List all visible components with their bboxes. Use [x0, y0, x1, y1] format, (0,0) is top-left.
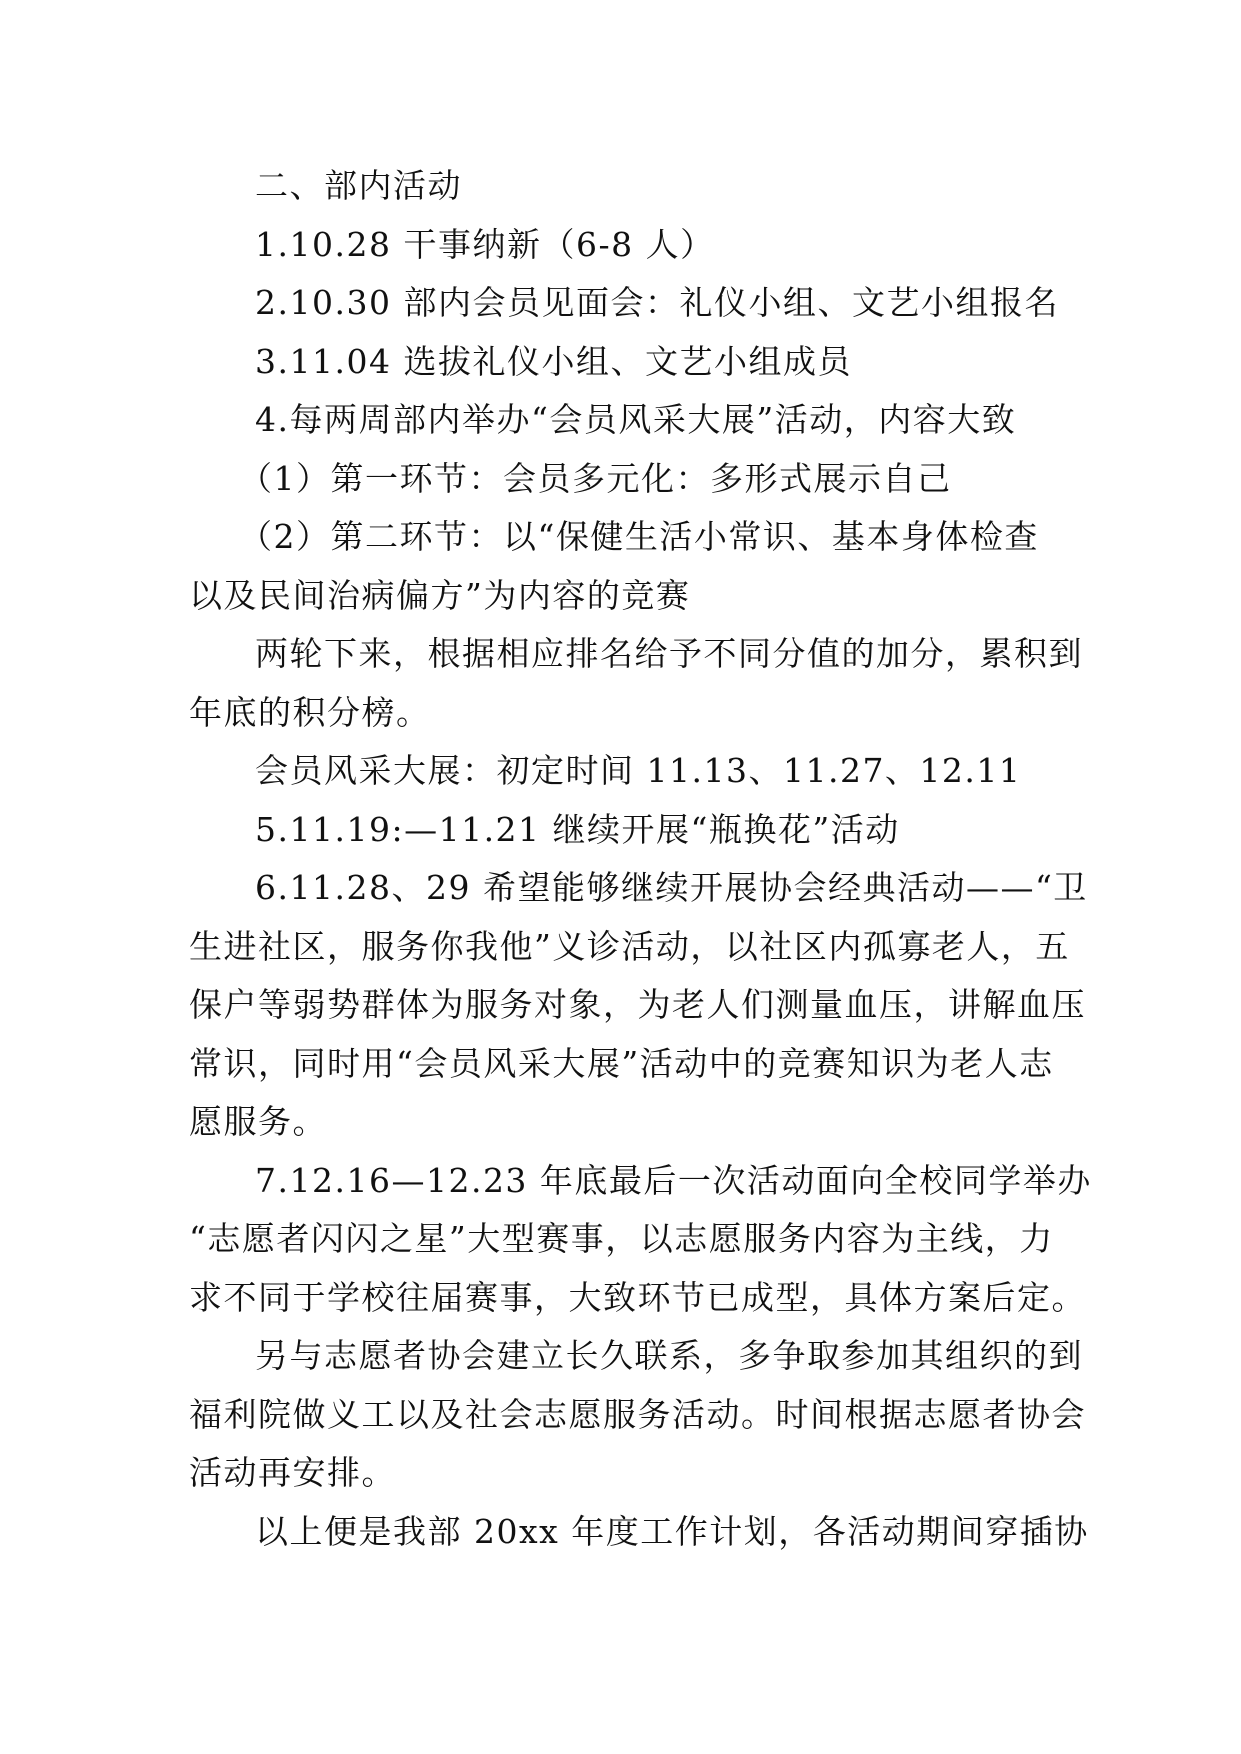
- list-item: 3.11.04 选拔礼仪小组、文艺小组成员: [255, 341, 852, 381]
- list-item: 7.12.16—12.23 年底最后一次活动面向全校同学举办: [255, 1160, 1092, 1200]
- list-item: 6.11.28、29 希望能够继续开展协会经典活动——“卫: [255, 868, 1088, 907]
- section-heading: 二、部内活动: [255, 166, 462, 205]
- paragraph-line: “志愿者闪闪之星”大型赛事，以志愿服务内容为主线，力: [189, 1219, 1054, 1258]
- paragraph-line: 福利院做义工以及社会志愿服务活动。时间根据志愿者协会: [189, 1394, 1086, 1434]
- paragraph-line: 常识，同时用“会员风采大展”活动中的竞赛知识为老人志: [189, 1043, 1054, 1083]
- paragraph-line: 年底的积分榜。: [189, 692, 431, 732]
- paragraph-line: 活动再安排。: [189, 1453, 396, 1492]
- paragraph-line: 另与志愿者协会建立长久联系，多争取参加其组织的到: [255, 1336, 1083, 1375]
- paragraph-line: 会员风采大展：初定时间 11.13、11.27、12.11: [255, 751, 1022, 790]
- paragraph-line: 生进社区，服务你我他”义诊活动，以社区内孤寡老人，五: [189, 926, 1070, 966]
- list-item: 1.10.28 干事纳新（6-8 人）: [255, 224, 715, 264]
- paragraph-line: 求不同于学校往届赛事，大致环节已成型，具体方案后定。: [189, 1277, 1086, 1317]
- paragraph-line: 以上便是我部 20xx 年度工作计划，各活动期间穿插协: [255, 1511, 1089, 1551]
- paragraph-line: 愿服务。: [189, 1102, 327, 1141]
- list-item: 2.10.30 部内会员见面会：礼仪小组、文艺小组报名: [255, 283, 1059, 322]
- document-body: [189, 157, 1092, 1561]
- sub-list-item: （2）第二环节：以“保健生活小常识、基本身体检查: [239, 517, 1039, 556]
- paragraph-line: 保户等弱势群体为服务对象，为老人们测量血压，讲解血压: [189, 985, 1086, 1024]
- list-item: 4.每两周部内举办“会员风采大展”活动，内容大致: [255, 400, 1017, 439]
- sub-list-item: （1）第一环节：会员多元化：多形式展示自己: [239, 458, 952, 498]
- list-item: 5.11.19:—11.21 继续开展“瓶换花”活动: [255, 809, 900, 849]
- paragraph-line: 以及民间治病偏方”为内容的竞赛: [189, 575, 691, 615]
- paragraph-line: 两轮下来，根据相应排名给予不同分值的加分，累积到: [255, 634, 1083, 673]
